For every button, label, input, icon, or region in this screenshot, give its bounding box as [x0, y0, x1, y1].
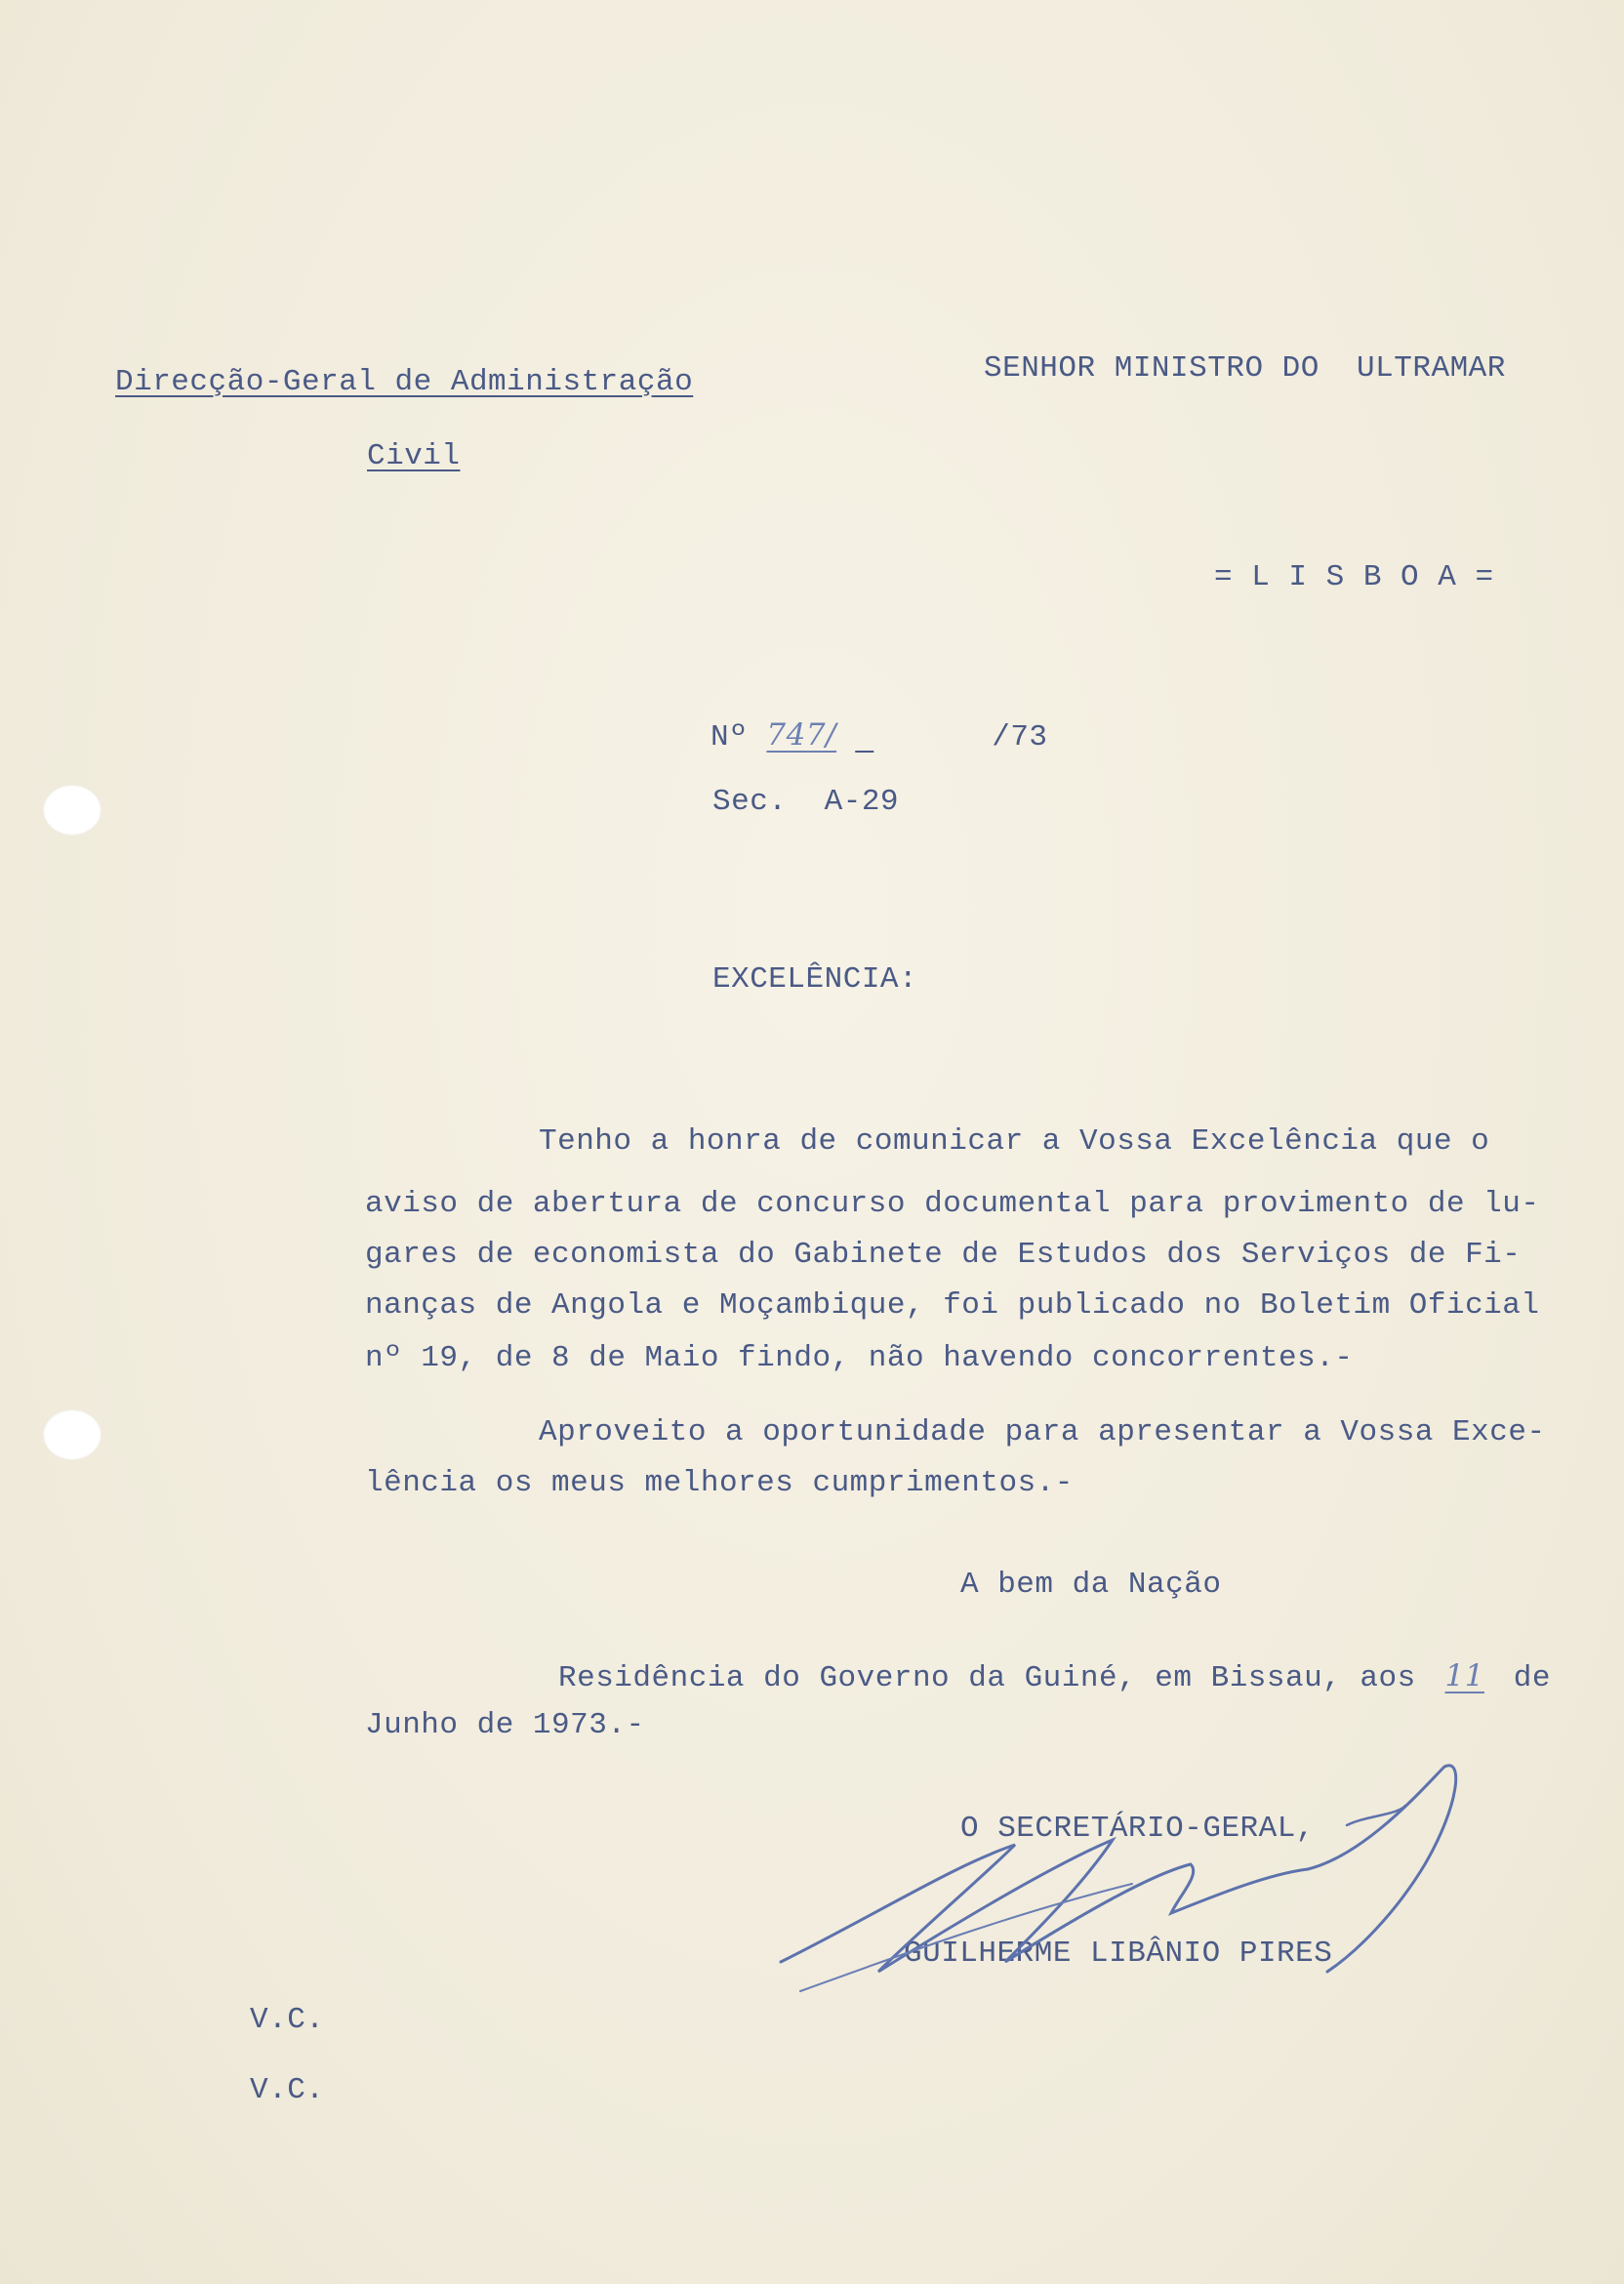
date-line [558, 1658, 1551, 1695]
date-line-2: Junho de 1973.- [365, 1708, 645, 1742]
body-line: nº 19, de 8 de Maio findo, não havendo concorrentes.- [365, 1341, 1354, 1375]
section-code: Sec. A-29 [712, 785, 900, 819]
signatory-title: O SECRETÁRIO-GERAL, [960, 1812, 1315, 1846]
department-name: Direcção-Geral de Administração [115, 365, 694, 399]
signatory-name: GUILHERME LIBÂNIO PIRES [904, 1937, 1333, 1971]
closing-formula: A bem da Nação [960, 1568, 1222, 1602]
vc-mark-1: V.C. [250, 2003, 325, 2037]
date-day-handwritten: 11 [1444, 1658, 1484, 1693]
reference-number [710, 717, 1048, 755]
body-line: aviso de abertura de concurso documental para provimento de lu- [365, 1187, 1540, 1221]
reference-number-handwritten: 747/ [766, 717, 837, 753]
reference-blank [855, 722, 992, 753]
body-line: Aproveito a oportunidade para apresentar a Vossa Exce- [539, 1415, 1546, 1449]
date-place: Residência do Governo da Guiné, em Bissau, aos [558, 1661, 1416, 1695]
body-line: Tenho a honra de comunicar a Vossa Excelência que o [539, 1124, 1490, 1159]
city: = L I S B O A = [1214, 560, 1494, 594]
punch-hole-bottom [43, 1409, 102, 1460]
handwritten-signature [761, 1747, 1483, 2040]
reference-year: /73 [992, 720, 1048, 755]
salutation: EXCELÊNCIA: [712, 962, 918, 997]
body-line: nanças de Angola e Moçambique, foi publicado no Boletim Oficial [365, 1288, 1540, 1323]
body-line: gares de economista do Gabinete de Estudos dos Serviços de Fi- [365, 1238, 1522, 1272]
punch-hole-top [43, 785, 102, 836]
reference-prefix: Nº [710, 720, 749, 755]
date-de: de [1513, 1661, 1551, 1695]
vc-mark-2: V.C. [250, 2073, 325, 2107]
addressee: SENHOR MINISTRO DO ULTRAMAR [984, 351, 1506, 386]
department-name-cont: Civil [367, 439, 461, 473]
body-line: lência os meus melhores cumprimentos.- [365, 1466, 1074, 1500]
